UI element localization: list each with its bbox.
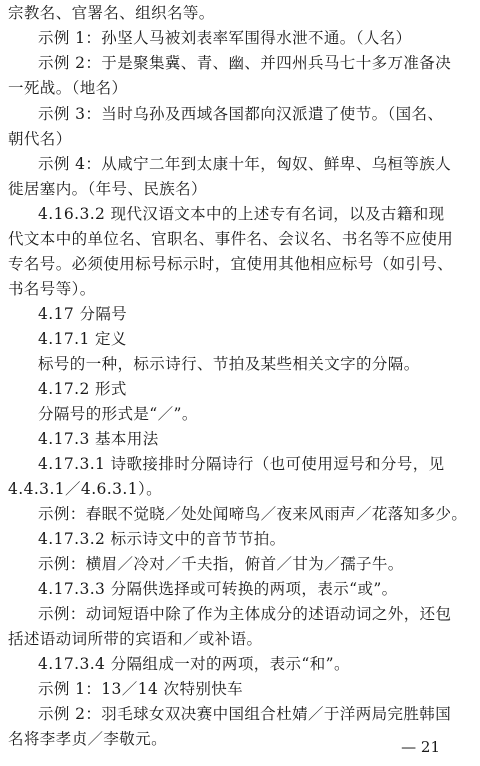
text-line: 朝代名） [8,130,72,148]
text-line: 专名号。必须使用标号标示时，宜使用其他相应标号（如引号、 [8,255,454,273]
section-heading: 4.17 分隔号 [38,305,128,323]
section-heading: 4.17.2 形式 [38,380,127,398]
section-heading: 4.17.3.1 诗歌接排时分隔诗行（也可使用逗号和分号，见 [38,455,445,473]
example-line: 示例：横眉／冷对／千夫指，俯首／甘为／孺子牛。 [38,555,404,573]
text-line: 4.4.3.1／4.6.3.1）。 [8,480,163,498]
section-heading: 4.17.1 定义 [38,330,127,348]
text-line: 一死战。（地名） [8,79,128,97]
text-line: 示例 3：当时乌孙及西域各国都向汉派遣了使节。（国名、 [38,105,444,123]
text-line: 括述语动词所带的宾语和／或补语。 [8,630,263,648]
text-line: 名将李孝贞／李敬元。 [8,730,168,748]
text-line: 示例 2：于是聚集冀、青、幽、并四州兵马七十多万准备决 [38,54,452,72]
section-heading: 4.16.3.2 现代汉语文本中的上述专有名词，以及古籍和现 [38,205,445,223]
text-line: 宗教名、官署名、组织名等。 [8,4,215,22]
page-number: — 21 [401,738,440,756]
text-line: 示例 4：从咸宁二年到太康十年，匈奴、鲜卑、乌桓等族人 [38,155,452,173]
text-line: 书名号等）。 [8,280,96,298]
text-line: 示例 1：孙坚人马被刘表率军围得水泄不通。（人名） [38,29,412,47]
example-line: 示例：春眠不觉晓／处处闻啼鸟／夜来风雨声／花落知多少。 [38,505,468,523]
section-heading: 4.17.3.4 分隔组成一对的两项，表示“和”。 [38,655,350,673]
section-heading: 4.17.3 基本用法 [38,430,159,448]
text-line: 标号的一种，标示诗行、节拍及某些相关文字的分隔。 [38,355,420,373]
section-heading: 4.17.3.3 分隔供选择或可转换的两项，表示“或”。 [38,580,398,598]
text-line: 代文本中的单位名、官职名、事件名、会议名、书名等不应使用 [8,230,454,248]
example-line: 示例 1：13／14 次特别快车 [38,680,244,698]
text-line: 徙居塞内。（年号、民族名） [8,180,207,198]
example-line: 示例 2：羽毛球女双决赛中国组合杜婧／于洋两局完胜韩国 [38,705,452,723]
text-line: 分隔号的形式是“／”。 [38,405,198,423]
example-line: 示例：动词短语中除了作为主体成分的述语动词之外，还包 [38,605,452,623]
section-heading: 4.17.3.2 标示诗文中的音节节拍。 [38,530,286,548]
